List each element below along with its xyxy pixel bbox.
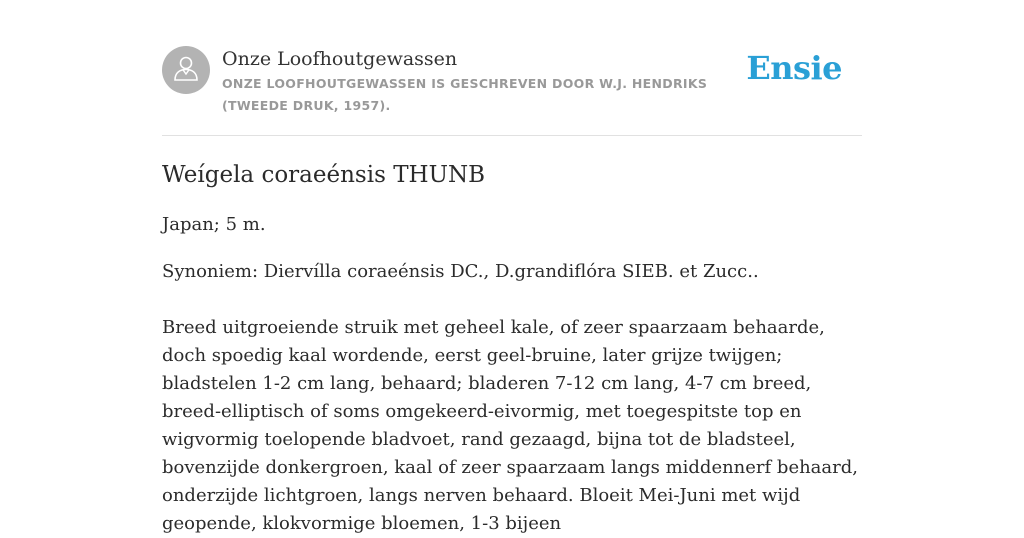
book-title[interactable]: Onze Loofhoutgewassen [222, 48, 458, 70]
entry-content [162, 158, 862, 538]
author-avatar[interactable] [162, 46, 210, 94]
entry-description: Breed uitgroeiende struik met geheel kale, of zeer spaarzaam behaarde, doch spoedig kaal wordende, eerst geel-bruine, later grijze twijgen; bladstelen 1-2 cm lang, behaard; bladeren 7-12 cm lang, 4-7 cm breed, breed-elliptisch of soms omgekeerd-eivormig, met toegespitste top en wigvormig toelopende bladvoet, rand gezaagd, bijna tot de bladsteel, bovenzijde donkergroen, kaal of zeer spaarzaam langs middennerf behaard, onderzijde lichtgroen, langs nerven behaard. Bloeit Mei-Juni met wijd geopende, klokvormige bloemen, 1-3 bijeen [162, 317, 858, 534]
book-description: ONZE LOOFHOUTGEWASSEN IS GESCHREVEN DOOR W.J. HENDRIKS (TWEEDE DRUK, 1957). [222, 76, 708, 113]
entry-synonyms: Synoniem: Diervílla coraeénsis DC., D.grandiflóra SIEB. et Zucc.. [162, 261, 759, 282]
entry-title: Weígela coraeénsis THUNB [162, 162, 485, 188]
book-header [162, 46, 862, 136]
entry-region: Japan; 5 m. [162, 214, 266, 235]
ensie-logo[interactable]: Ensie [746, 49, 842, 87]
user-icon [171, 53, 201, 87]
